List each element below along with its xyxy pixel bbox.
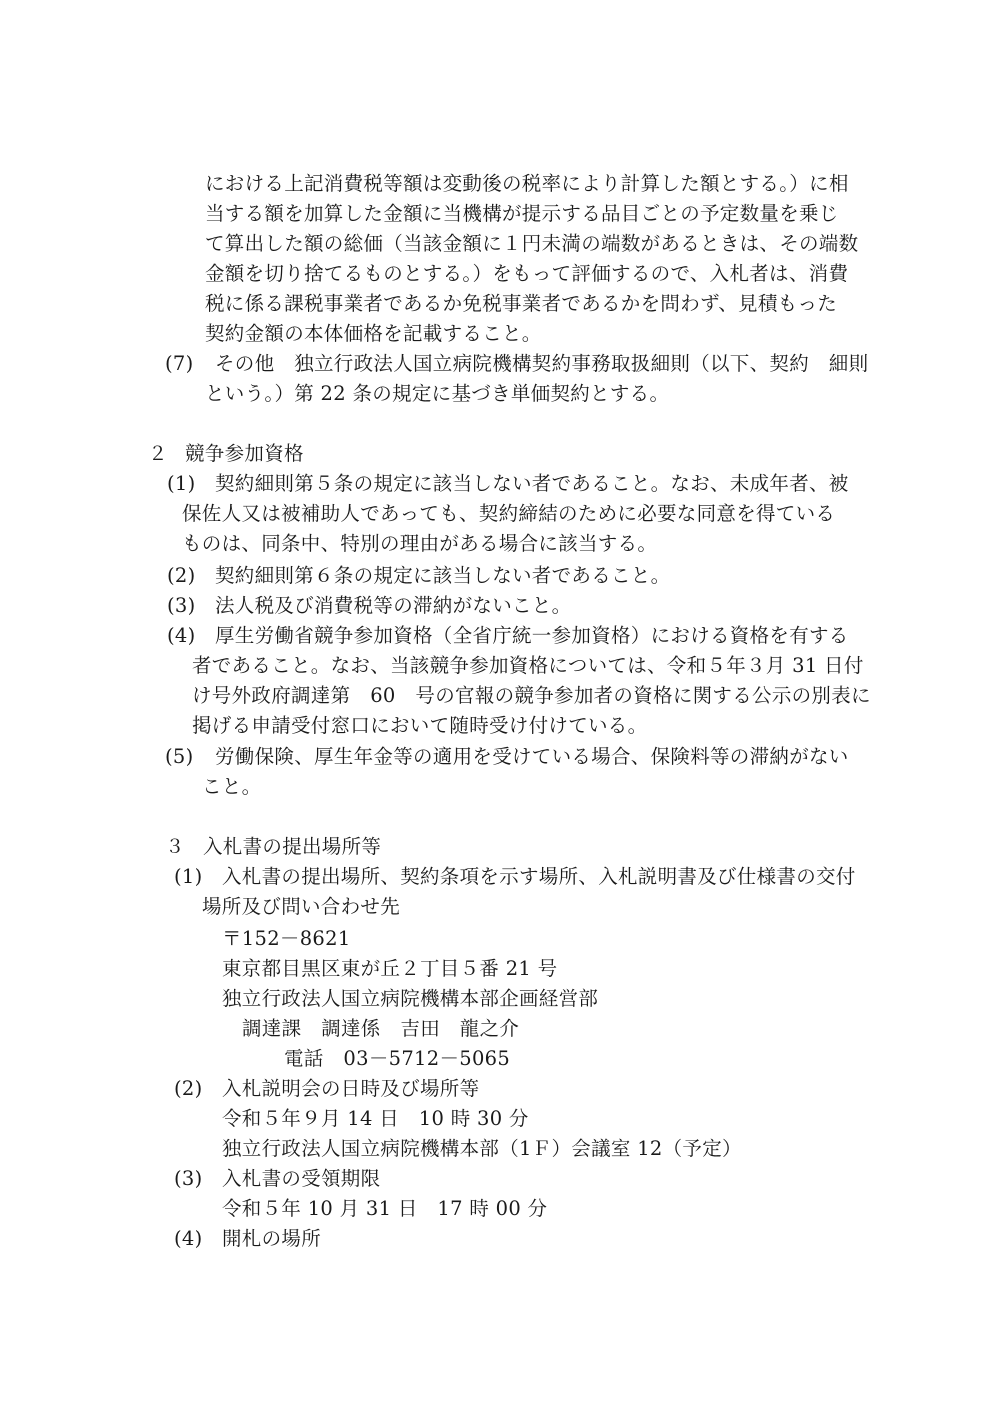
item-number: (1) (174, 865, 203, 888)
paragraph-line: 入札書の提出場所、契約条項を示す場所、入札説明書及び仕様書の交付 (222, 865, 856, 888)
item-number: (4) (174, 1227, 203, 1250)
paragraph-line: て算出した額の総価（当該金額に１円未満の端数があるときは、その端数 (205, 232, 859, 255)
item-number: (2) (174, 1077, 203, 1100)
paragraph-line: 契約細則第６条の規定に該当しない者であること。 (215, 564, 671, 587)
paragraph-line: 金額を切り捨てるものとする。）をもって評価するので、入札者は、消費 (205, 262, 849, 285)
paragraph-line: 当する額を加算した金額に当機構が提示する品目ごとの予定数量を乗じ (205, 202, 839, 225)
item-number: (3) (167, 594, 196, 617)
paragraph-line: 契約金額の本体価格を記載すること。 (205, 322, 542, 345)
item-title: 開札の場所 (222, 1227, 322, 1250)
contact-person: 調達課 調達係 吉田 龍之介 (242, 1017, 520, 1040)
paragraph-line: ものは、同条中、特別の理由がある場合に該当する。 (182, 532, 658, 555)
paragraph-line: こと。 (202, 775, 262, 798)
paragraph-line: 法人税及び消費税等の滞納がないこと。 (215, 594, 572, 617)
section-number: ３ (165, 835, 185, 858)
paragraph-line: け号外政府調達第 60 号の官報の競争参加者の資格に関する公示の別表に (192, 684, 871, 707)
item-number: (3) (174, 1167, 203, 1190)
item-number: (1) (167, 472, 196, 495)
postal-code: 〒152－8621 (222, 927, 351, 950)
paragraph-line: 者であること。なお、当該競争参加資格については、令和５年３月 31 日付 (192, 654, 864, 677)
phone-number: 電話 03－5712－5065 (284, 1047, 511, 1070)
item-number: (5) (165, 745, 194, 768)
meeting-place: 独立行政法人国立病院機構本部（1Ｆ）会議室 12（予定） (222, 1137, 742, 1160)
item-title: 入札書の受領期限 (222, 1167, 381, 1190)
paragraph-line: という。）第 22 条の規定に基づき単価契約とする。 (205, 382, 670, 405)
paragraph-line: 契約細則第５条の規定に該当しない者であること。なお、未成年者、被 (215, 472, 849, 495)
paragraph-line: 掲げる申請受付窓口において随時受け付けている。 (192, 714, 648, 737)
item-title: 入札説明会の日時及び場所等 (222, 1077, 480, 1100)
item-number: (4) (167, 624, 196, 647)
deadline: 令和５年 10 月 31 日 17 時 00 分 (222, 1197, 548, 1220)
paragraph-line: における上記消費税等額は変動後の税率により計算した額とする。）に相 (205, 172, 849, 195)
address: 東京都目黒区東が丘２丁目５番 21 号 (222, 957, 558, 980)
section-heading: 入札書の提出場所等 (203, 835, 382, 858)
paragraph-line: 保佐人又は被補助人であっても、契約締結のために必要な同意を得ている (182, 502, 836, 525)
item-number: (2) (167, 564, 196, 587)
meeting-datetime: 令和５年９月 14 日 10 時 30 分 (222, 1107, 529, 1130)
item-number: (7) (165, 352, 194, 375)
section-heading: 競争参加資格 (185, 442, 304, 465)
paragraph-line: 労働保険、厚生年金等の適用を受けている場合、保険料等の滞納がない (215, 745, 849, 768)
organization: 独立行政法人国立病院機構本部企画経営部 (222, 987, 599, 1010)
paragraph-line: 厚生労働省競争参加資格（全省庁統一参加資格）における資格を有する (215, 624, 849, 647)
paragraph-line: 場所及び問い合わせ先 (202, 895, 401, 918)
paragraph-line: その他 独立行政法人国立病院機構契約事務取扱細則（以下、契約 細則 (215, 352, 869, 375)
paragraph-line: 税に係る課税事業者であるか免税事業者であるかを問わず、見積もった (205, 292, 838, 315)
section-number: ２ (148, 442, 168, 465)
